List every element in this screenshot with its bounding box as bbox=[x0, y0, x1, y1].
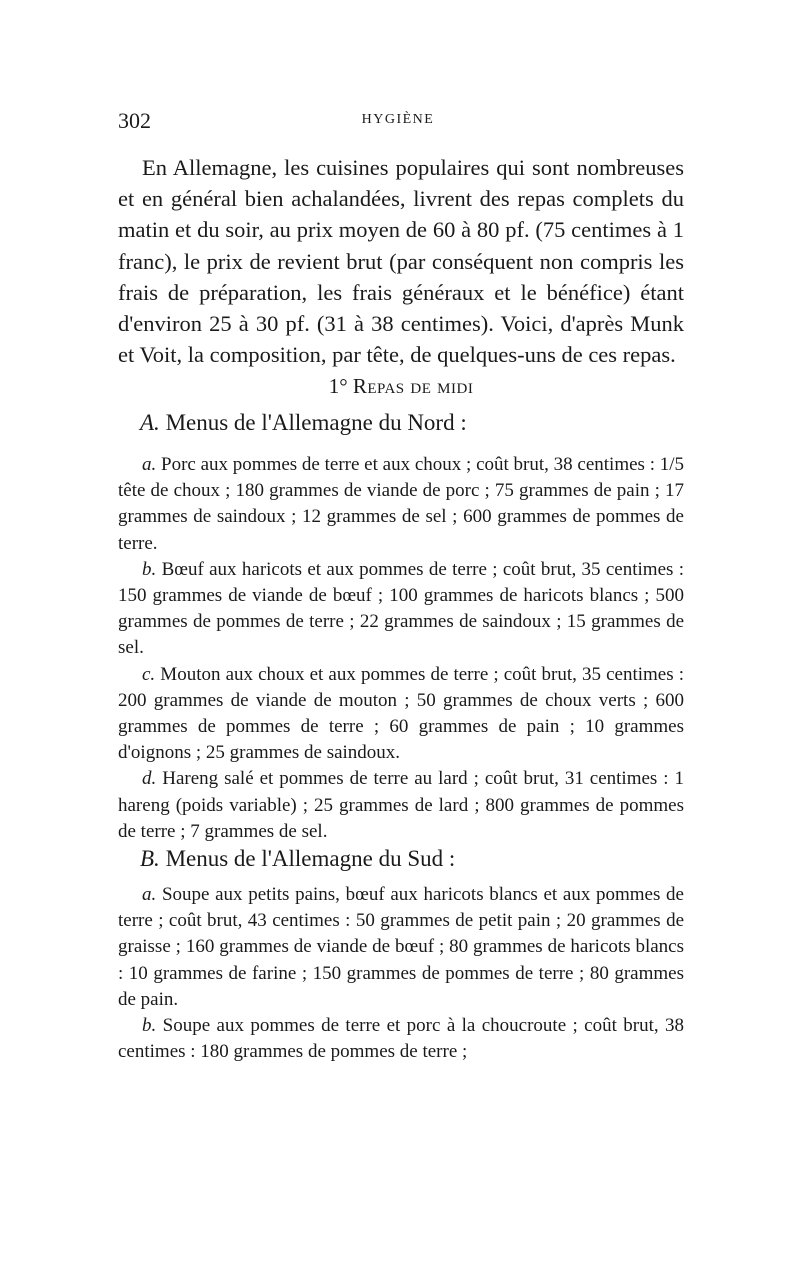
subheading-a-letter: A. bbox=[140, 410, 160, 435]
menu-item-text: Soupe aux pommes de terre et porc à la choucroute ; coût brut, 38 centimes : 180 grammes de pommes de terre ; bbox=[118, 1015, 685, 1063]
menu-item bbox=[118, 557, 684, 662]
subheading-a-title: Menus de l'Allemagne du Nord : bbox=[165, 410, 467, 435]
menu-list-south bbox=[118, 882, 684, 1065]
menu-item bbox=[118, 882, 684, 1013]
menu-item-text: Soupe aux petits pains, bœuf aux haricots blancs et aux pommes de terre ; coût brut, 43 centimes : 50 grammes de petit pain ; 20 grammes de graisse ; 160 grammes de viande de bœuf ; 80 grammes de haricots blancs : 10 grammes de farine ; 150 grammes de pommes de terre ; 80 grammes de pain. bbox=[118, 884, 684, 1010]
menu-item bbox=[118, 1013, 684, 1065]
menu-item-letter: a. bbox=[142, 884, 157, 905]
subheading-b bbox=[140, 846, 455, 872]
menu-item-text: Hareng salé et pommes de terre au lard ; coût brut, 31 centimes : 1 hareng (poids variable) ; 25 grammes de lard ; 800 grammes de pommes de terre ; 7 grammes de sel. bbox=[118, 768, 685, 842]
menu-item-letter: d. bbox=[142, 768, 157, 790]
section-title: Repas de midi bbox=[352, 374, 474, 398]
subheading-b-letter: B. bbox=[140, 846, 160, 871]
menu-item-letter: b. bbox=[142, 1015, 157, 1037]
menu-list-north bbox=[118, 452, 684, 845]
subheading-b-title: Menus de l'Allemagne du Sud : bbox=[165, 846, 456, 871]
menu-item-text: Mouton aux choux et aux pommes de terre ; coût brut, 35 centimes : 200 grammes de viande de mouton ; 50 grammes de choux verts ; 600 grammes de pommes de terre ; 60 grammes de pain ; 10 grammes d'oignons ; 25 grammes de saindoux. bbox=[118, 663, 685, 764]
menu-item-text: Bœuf aux haricots et aux pommes de terre ; coût brut, 35 centimes : 150 grammes de viande de bœuf ; 100 grammes de haricots blancs ; 500 grammes de pommes de terre ; 22 grammes de saindoux ; 15 grammes de sel. bbox=[118, 558, 685, 659]
intro-paragraph-block bbox=[118, 152, 684, 370]
page-number: 302 bbox=[118, 108, 151, 133]
section-heading bbox=[118, 374, 684, 399]
menu-item bbox=[118, 452, 684, 557]
menu-item bbox=[118, 766, 684, 845]
menu-item-letter: a. bbox=[142, 454, 157, 475]
intro-paragraph: En Allemagne, les cuisines populaires qui sont nombreuses et en général bien achalandées, livrent des repas complets du matin et du soir, au prix moyen de 60 à 80 pf. (75 centimes à 1 franc), le prix de revient brut (par conséquent non compris les frais de préparation, les frais généraux et le bénéfice) étant d'environ 25 à 30 pf. (31 à 38 centimes). Voici, d'après Munk et Voit, la composition, par tête, de quelques-uns de ces repas. bbox=[118, 155, 684, 368]
menu-item-text: Porc aux pommes de terre et aux choux ; coût brut, 38 centimes : 1/5 tête de choux ; 180 grammes de viande de porc ; 75 grammes de pain ; 17 grammes de saindoux ; 12 grammes de sel ; 600 grammes de pommes de terre. bbox=[118, 454, 685, 554]
subheading-a bbox=[140, 410, 467, 436]
running-head: HYGIÈNE bbox=[361, 112, 435, 127]
section-number: 1° bbox=[328, 374, 348, 398]
menu-item-letter: b. bbox=[142, 558, 157, 580]
menu-item bbox=[118, 662, 684, 767]
page-header bbox=[118, 108, 678, 138]
menu-item-letter: c. bbox=[142, 663, 156, 685]
